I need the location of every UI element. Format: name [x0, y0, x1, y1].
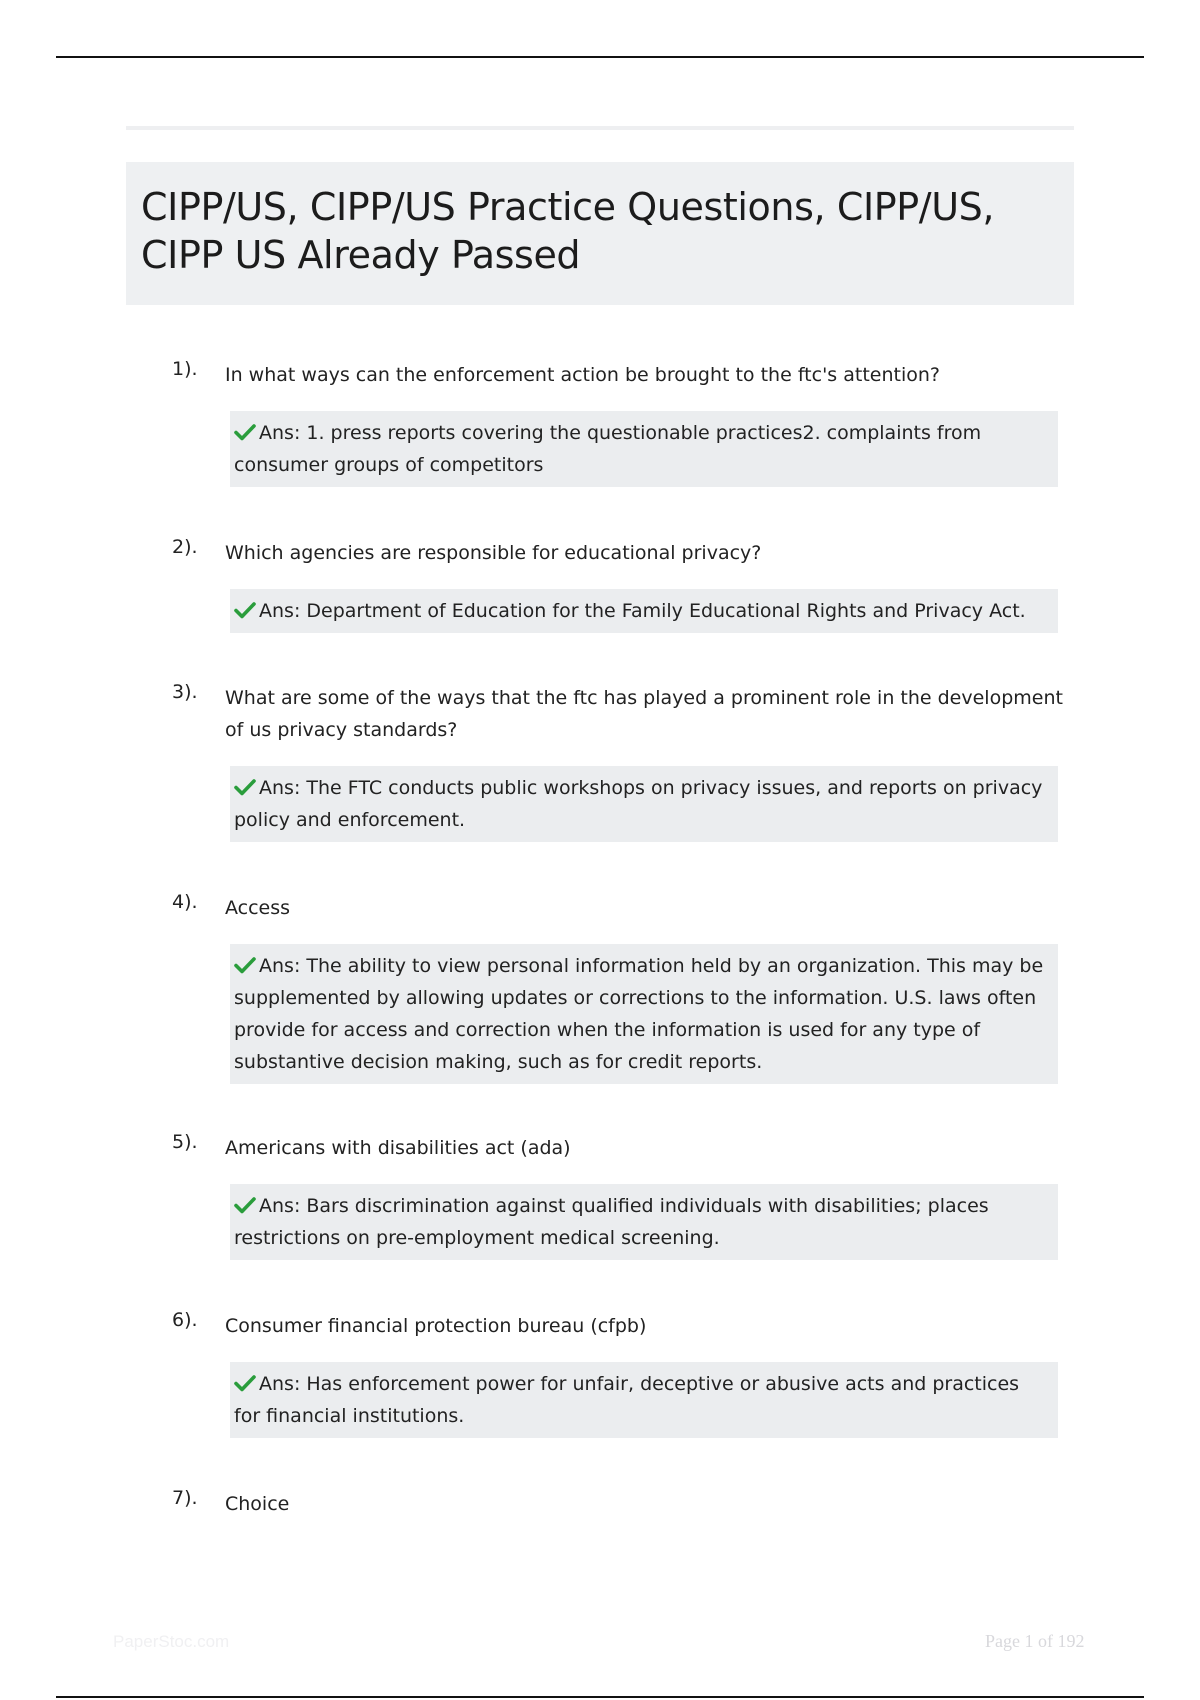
footer-watermark: PaperStoc.com: [113, 1632, 230, 1651]
qa-item-6: [0, 1308, 1200, 1438]
header-divider: [126, 126, 1074, 130]
title-box: [126, 162, 1074, 305]
title-line-1: CIPP/US, CIPP/US Practice Questions, CIPP/US,: [141, 185, 995, 229]
check-icon: [234, 956, 256, 974]
qa-item-3: [0, 680, 1200, 842]
question-text: Choice: [225, 1493, 290, 1515]
answer-box: [230, 766, 1058, 842]
answer-box: [230, 589, 1058, 633]
check-icon: [234, 601, 256, 619]
question-text: Which agencies are responsible for educational privacy?: [225, 542, 762, 564]
page-number: Page 1 of 192: [985, 1631, 1085, 1651]
check-icon: [234, 1196, 256, 1214]
answer-text: Ans: Has enforcement power for unfair, deceptive or abusive acts and practices for financial institutions.: [234, 1373, 1020, 1427]
answer-text: Ans: Department of Education for the Family Educational Rights and Privacy Act.: [259, 600, 1026, 622]
answer-text: Ans: The ability to view personal information held by an organization. This may be supplemented by allowing updates or corrections to the information. U.S. laws often provide for access and correction when the information is used for any type of substantive decision making, such as for credit reports.: [234, 955, 1044, 1073]
question-number: 2).: [172, 536, 198, 558]
answer-text: Ans: The FTC conducts public workshops on privacy issues, and reports on privacy policy and enforcement.: [234, 777, 1043, 831]
qa-item-2: [0, 535, 1200, 633]
question-number: 4).: [172, 891, 198, 913]
question-number: 6).: [172, 1309, 198, 1331]
qa-item-1: [0, 357, 1200, 487]
answer-text: Ans: Bars discrimination against qualified individuals with disabilities; places restrictions on pre-employment medical screening.: [234, 1195, 989, 1249]
page-title: [141, 183, 1058, 279]
question-text: Americans with disabilities act (ada): [225, 1137, 571, 1159]
question-text: Consumer financial protection bureau (cfpb): [225, 1315, 647, 1337]
question-number: 1).: [172, 358, 198, 380]
answer-box: [230, 1184, 1058, 1260]
qa-item-4: [0, 890, 1200, 1084]
qa-item-7: [0, 1486, 1200, 1520]
check-icon: [234, 1374, 256, 1392]
question-text: What are some of the ways that the ftc has played a prominent role in the development of us privacy standards?: [225, 687, 1063, 741]
top-rule: [56, 56, 1144, 58]
qa-item-5: [0, 1130, 1200, 1260]
check-icon: [234, 778, 256, 796]
title-line-2: CIPP US Already Passed: [141, 233, 581, 277]
question-text: Access: [225, 897, 291, 919]
question-text: In what ways can the enforcement action be brought to the ftc's attention?: [225, 364, 940, 386]
answer-box: [230, 1362, 1058, 1438]
check-icon: [234, 423, 256, 441]
question-number: 7).: [172, 1487, 198, 1509]
answer-box: [230, 411, 1058, 487]
answer-text: Ans: 1. press reports covering the questionable practices2. complaints from consumer groups of competitors: [234, 422, 982, 476]
answer-box: [230, 944, 1058, 1084]
question-number: 3).: [172, 681, 198, 703]
question-number: 5).: [172, 1131, 198, 1153]
bottom-rule: [56, 1696, 1144, 1698]
